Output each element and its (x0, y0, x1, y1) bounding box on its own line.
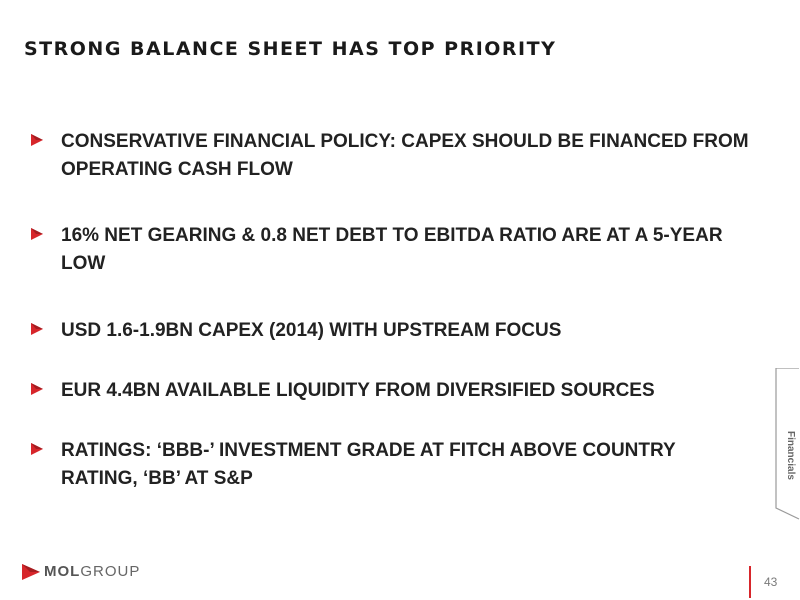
section-tab-label: Financials (785, 430, 796, 480)
logo-text-mol: MOL (44, 563, 81, 580)
bullet-text: RATINGS: ‘BBB-’ INVESTMENT GRADE AT FITCH ABOVE COUNTRY RATING, ‘BB’ AT S&P (61, 440, 676, 489)
page-number-divider (749, 566, 751, 598)
bullet-text: EUR 4.4BN AVAILABLE LIQUIDITY FROM DIVERSIFIED SOURCES (61, 380, 655, 401)
red-arrow-bullet-icon (30, 227, 44, 241)
mol-logo-mark-icon (22, 564, 40, 580)
bullet-item (30, 317, 751, 345)
mol-group-logo (22, 563, 140, 580)
bullet-text: 16% NET GEARING & 0.8 NET DEBT TO EBITDA RATIO ARE AT A 5-YEAR LOW (61, 225, 723, 274)
bullet-item (30, 377, 751, 405)
red-arrow-bullet-icon (30, 133, 44, 147)
page-number: 43 (764, 575, 778, 589)
bullet-item (30, 222, 751, 278)
red-arrow-bullet-icon (30, 322, 44, 336)
red-arrow-bullet-icon (30, 442, 44, 456)
bullet-item (30, 437, 751, 493)
red-arrow-bullet-icon (30, 382, 44, 396)
bullet-item (30, 128, 751, 184)
slide-title: STRONG BALANCE SHEET HAS TOP PRIORITY (24, 38, 557, 60)
bullet-text: USD 1.6-1.9BN CAPEX (2014) WITH UPSTREAM FOCUS (61, 320, 562, 341)
bullet-text: CONSERVATIVE FINANCIAL POLICY: CAPEX SHOULD BE FINANCED FROM OPERATING CASH FLOW (61, 131, 749, 180)
logo-text-group: GROUP (80, 563, 141, 580)
